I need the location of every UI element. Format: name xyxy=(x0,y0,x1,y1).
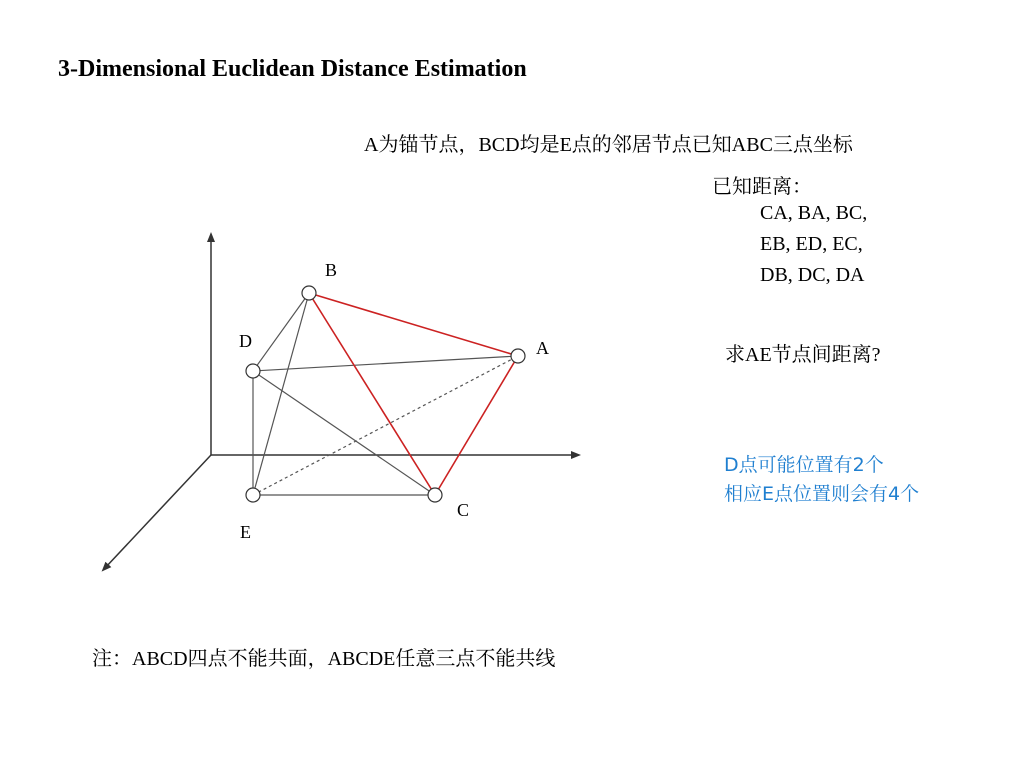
page-title: 3-Dimensional Euclidean Distance Estimation xyxy=(58,56,527,82)
edge-ba xyxy=(309,293,518,356)
label-e: E xyxy=(240,522,251,542)
node-b xyxy=(302,286,316,300)
known-distances-line-2: EB, ED, EC, xyxy=(760,233,863,255)
known-distances-heading: 已知距离： xyxy=(712,176,812,198)
edge-da xyxy=(253,356,518,371)
label-a: A xyxy=(536,338,549,358)
node-e xyxy=(246,488,260,502)
known-distances-line-3: DB, DC, DA xyxy=(760,264,865,286)
y-axis xyxy=(105,455,211,568)
edge-bc xyxy=(309,293,435,495)
edge-ea-unknown xyxy=(253,356,518,495)
question-text: 求AE节点间距离? xyxy=(725,344,881,366)
edge-dc xyxy=(253,371,435,495)
node-d xyxy=(246,364,260,378)
answer-line-2: 相应E点位置则会有4个 xyxy=(724,483,920,505)
edge-eb xyxy=(253,293,309,495)
label-b: B xyxy=(325,260,338,280)
node-a xyxy=(511,349,525,363)
note-text: 注：ABCD四点不能共面，ABCDE任意三点不能共线 xyxy=(92,648,556,670)
node-c xyxy=(428,488,442,502)
label-c: C xyxy=(457,500,470,520)
answer-line-1: D点可能位置有2个 xyxy=(724,454,884,476)
edge-ca xyxy=(435,356,518,495)
problem-description: A为锚节点，BCD均是E点的邻居节点已知ABC三点坐标 xyxy=(364,134,853,156)
edge-db xyxy=(253,293,309,371)
known-distances-line-1: CA, BA, BC, xyxy=(760,202,868,224)
label-d: D xyxy=(239,331,252,351)
